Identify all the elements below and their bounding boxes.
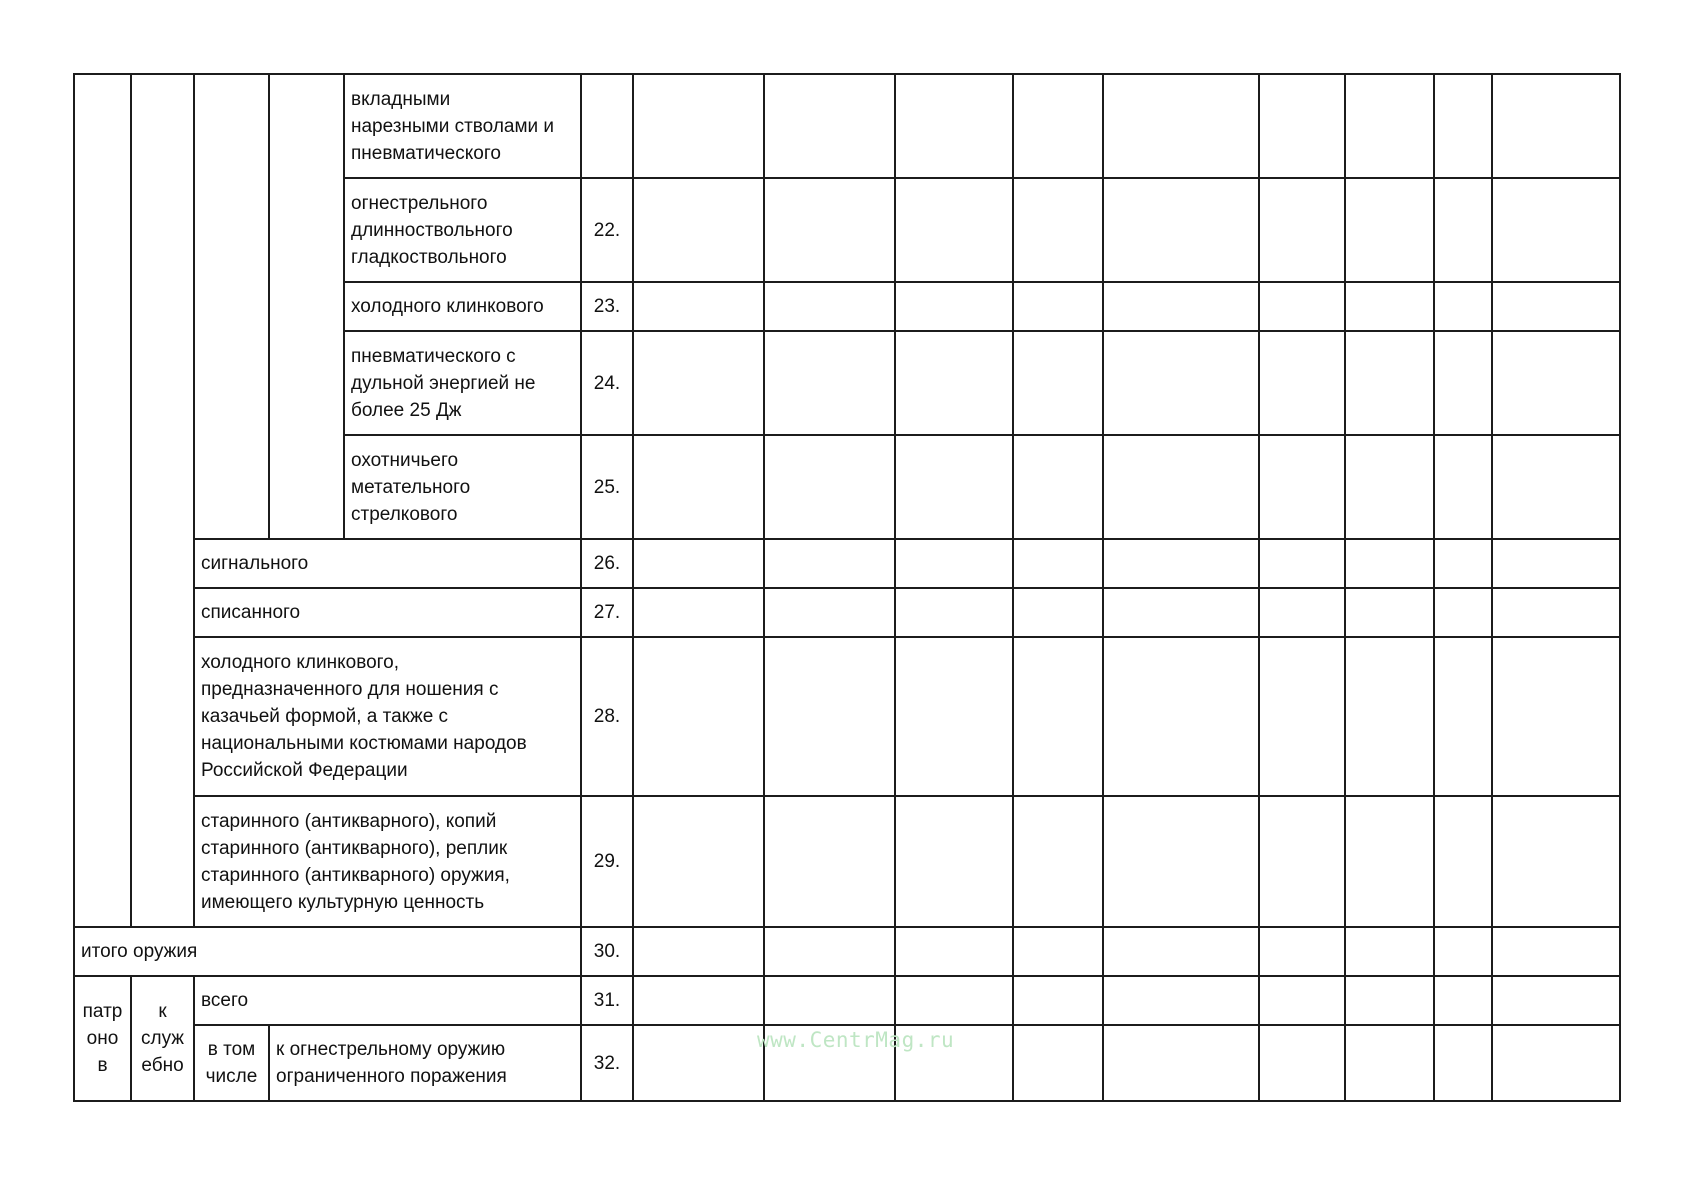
data-cell[interactable] bbox=[633, 282, 764, 331]
data-cell[interactable] bbox=[1259, 435, 1345, 539]
data-cell[interactable] bbox=[1259, 1025, 1345, 1101]
data-cell[interactable] bbox=[1345, 927, 1434, 976]
row-number: 24. bbox=[581, 331, 633, 435]
row-number: 28. bbox=[581, 637, 633, 796]
data-cell[interactable] bbox=[633, 796, 764, 927]
data-cell[interactable] bbox=[895, 1025, 1013, 1101]
data-cell[interactable] bbox=[895, 282, 1013, 331]
row-label: списанного bbox=[194, 588, 581, 637]
data-cell[interactable] bbox=[633, 74, 764, 178]
data-cell[interactable] bbox=[1345, 178, 1434, 282]
cartridges-label: патр оно в bbox=[74, 976, 131, 1101]
data-cell[interactable] bbox=[1013, 435, 1103, 539]
data-cell[interactable] bbox=[764, 539, 895, 588]
data-cell[interactable] bbox=[1434, 282, 1492, 331]
data-cell[interactable] bbox=[1013, 539, 1103, 588]
data-cell[interactable] bbox=[1259, 178, 1345, 282]
data-cell[interactable] bbox=[1259, 588, 1345, 637]
row-label: вкладными нарезными стволами и пневматического bbox=[344, 74, 581, 178]
data-cell[interactable] bbox=[764, 976, 895, 1025]
data-cell[interactable] bbox=[1345, 435, 1434, 539]
data-cell[interactable] bbox=[1259, 796, 1345, 927]
data-cell[interactable] bbox=[1345, 1025, 1434, 1101]
data-cell[interactable] bbox=[895, 435, 1013, 539]
weapons-report-table bbox=[73, 73, 1621, 1102]
data-cell[interactable] bbox=[1013, 976, 1103, 1025]
data-cell[interactable] bbox=[1492, 1025, 1620, 1101]
data-cell[interactable] bbox=[1103, 282, 1259, 331]
row-number: 22. bbox=[581, 178, 633, 282]
data-cell[interactable] bbox=[1345, 331, 1434, 435]
data-cell[interactable] bbox=[1492, 796, 1620, 927]
data-cell[interactable] bbox=[1259, 927, 1345, 976]
data-cell[interactable] bbox=[1103, 331, 1259, 435]
data-cell[interactable] bbox=[895, 539, 1013, 588]
data-cell[interactable] bbox=[633, 539, 764, 588]
data-cell[interactable] bbox=[764, 435, 895, 539]
row-number: 31. bbox=[581, 976, 633, 1025]
data-cell[interactable] bbox=[1103, 637, 1259, 796]
data-cell[interactable] bbox=[1492, 435, 1620, 539]
data-cell[interactable] bbox=[895, 927, 1013, 976]
row-label: к огнестрельному оружию ограниченного поражения bbox=[269, 1025, 581, 1101]
data-cell[interactable] bbox=[895, 588, 1013, 637]
data-cell[interactable] bbox=[1259, 282, 1345, 331]
row-label: всего bbox=[194, 976, 581, 1025]
data-cell[interactable] bbox=[1013, 74, 1103, 178]
table-row bbox=[74, 539, 1620, 588]
data-cell[interactable] bbox=[1103, 976, 1259, 1025]
data-cell[interactable] bbox=[895, 976, 1013, 1025]
group-cell-subtype bbox=[194, 74, 269, 539]
table-row bbox=[74, 796, 1620, 927]
row-label: огнестрельного длинноствольного гладкоствольного bbox=[344, 178, 581, 282]
row-label: итого оружия bbox=[74, 927, 581, 976]
data-cell[interactable] bbox=[1492, 637, 1620, 796]
row-number: 26. bbox=[581, 539, 633, 588]
row-label: сигнального bbox=[194, 539, 581, 588]
data-cell[interactable] bbox=[1345, 588, 1434, 637]
data-cell[interactable] bbox=[1103, 588, 1259, 637]
data-cell[interactable] bbox=[1434, 178, 1492, 282]
row-label: холодного клинкового, предназначенного для ношения с казачьей формой, а также с национальными костюмами народов Российской Федерации bbox=[194, 637, 581, 796]
data-cell[interactable] bbox=[1434, 435, 1492, 539]
data-cell[interactable] bbox=[633, 178, 764, 282]
data-cell[interactable] bbox=[1492, 178, 1620, 282]
data-cell[interactable] bbox=[1259, 74, 1345, 178]
data-cell[interactable] bbox=[1492, 331, 1620, 435]
data-cell[interactable] bbox=[1103, 539, 1259, 588]
data-cell[interactable] bbox=[1259, 331, 1345, 435]
data-cell[interactable] bbox=[764, 796, 895, 927]
data-cell[interactable] bbox=[1259, 976, 1345, 1025]
data-cell[interactable] bbox=[1492, 976, 1620, 1025]
data-cell[interactable] bbox=[1492, 282, 1620, 331]
data-cell[interactable] bbox=[1345, 796, 1434, 927]
row-number: 27. bbox=[581, 588, 633, 637]
data-cell[interactable] bbox=[1103, 178, 1259, 282]
data-cell[interactable] bbox=[1434, 331, 1492, 435]
data-cell[interactable] bbox=[1345, 74, 1434, 178]
data-cell[interactable] bbox=[895, 74, 1013, 178]
data-cell[interactable] bbox=[1013, 796, 1103, 927]
data-cell[interactable] bbox=[633, 588, 764, 637]
data-cell[interactable] bbox=[1345, 637, 1434, 796]
data-cell[interactable] bbox=[1434, 539, 1492, 588]
row-label: холодного клинкового bbox=[344, 282, 581, 331]
including-label: в том числе bbox=[194, 1025, 269, 1101]
data-cell[interactable] bbox=[1345, 282, 1434, 331]
data-cell[interactable] bbox=[1434, 976, 1492, 1025]
table-row bbox=[74, 1025, 1620, 1101]
row-label: старинного (антикварного), копий старинного (антикварного), реплик старинного (антикварного) оружия, имеющего культурную ценность bbox=[194, 796, 581, 927]
table-row bbox=[74, 927, 1620, 976]
data-cell[interactable] bbox=[1013, 331, 1103, 435]
data-cell[interactable] bbox=[1013, 588, 1103, 637]
group-cell-subsubtype bbox=[269, 74, 344, 539]
data-cell[interactable] bbox=[1103, 74, 1259, 178]
data-cell[interactable] bbox=[1103, 927, 1259, 976]
data-cell[interactable] bbox=[1434, 796, 1492, 927]
data-cell[interactable] bbox=[1492, 588, 1620, 637]
data-cell[interactable] bbox=[1345, 539, 1434, 588]
data-cell[interactable] bbox=[1103, 796, 1259, 927]
group-cell-outer bbox=[74, 74, 131, 927]
table-row bbox=[74, 74, 1620, 178]
data-cell[interactable] bbox=[1259, 637, 1345, 796]
data-cell[interactable] bbox=[633, 435, 764, 539]
data-cell[interactable] bbox=[895, 331, 1013, 435]
data-cell[interactable] bbox=[633, 976, 764, 1025]
row-label: охотничьего метательного стрелкового bbox=[344, 435, 581, 539]
data-cell[interactable] bbox=[895, 178, 1013, 282]
data-cell[interactable] bbox=[1013, 927, 1103, 976]
data-cell[interactable] bbox=[764, 74, 895, 178]
data-cell[interactable] bbox=[764, 282, 895, 331]
table-row bbox=[74, 637, 1620, 796]
data-cell[interactable] bbox=[1492, 539, 1620, 588]
data-cell[interactable] bbox=[1013, 282, 1103, 331]
data-cell[interactable] bbox=[633, 331, 764, 435]
data-cell[interactable] bbox=[633, 927, 764, 976]
data-cell[interactable] bbox=[1492, 74, 1620, 178]
data-cell[interactable] bbox=[1103, 435, 1259, 539]
row-number: 32. bbox=[581, 1025, 633, 1101]
table-row bbox=[74, 976, 1620, 1025]
data-cell[interactable] bbox=[1103, 1025, 1259, 1101]
group-cell-inner bbox=[131, 74, 194, 927]
data-cell[interactable] bbox=[1434, 74, 1492, 178]
data-cell[interactable] bbox=[1013, 178, 1103, 282]
service-label: к служ ебно bbox=[131, 976, 194, 1101]
row-number: 25. bbox=[581, 435, 633, 539]
data-cell[interactable] bbox=[1434, 927, 1492, 976]
data-cell[interactable] bbox=[1013, 637, 1103, 796]
row-number: 29. bbox=[581, 796, 633, 927]
data-cell[interactable] bbox=[764, 1025, 895, 1101]
data-cell[interactable] bbox=[1434, 588, 1492, 637]
data-cell[interactable] bbox=[1434, 1025, 1492, 1101]
row-label: пневматического с дульной энергией не более 25 Дж bbox=[344, 331, 581, 435]
data-cell[interactable] bbox=[633, 1025, 764, 1101]
row-number: 30. bbox=[581, 927, 633, 976]
data-cell[interactable] bbox=[895, 637, 1013, 796]
data-cell[interactable] bbox=[1345, 976, 1434, 1025]
watermark: www.CentrMag.ru bbox=[757, 1028, 955, 1052]
data-cell[interactable] bbox=[895, 796, 1013, 927]
data-cell[interactable] bbox=[764, 588, 895, 637]
data-cell[interactable] bbox=[1259, 539, 1345, 588]
data-cell[interactable] bbox=[764, 927, 895, 976]
table-row bbox=[74, 588, 1620, 637]
row-number bbox=[581, 74, 633, 178]
data-cell[interactable] bbox=[764, 178, 895, 282]
data-cell[interactable] bbox=[1434, 637, 1492, 796]
data-cell[interactable] bbox=[1492, 927, 1620, 976]
data-cell[interactable] bbox=[1013, 1025, 1103, 1101]
row-number: 23. bbox=[581, 282, 633, 331]
data-cell[interactable] bbox=[633, 637, 764, 796]
data-cell[interactable] bbox=[764, 637, 895, 796]
data-cell[interactable] bbox=[764, 331, 895, 435]
